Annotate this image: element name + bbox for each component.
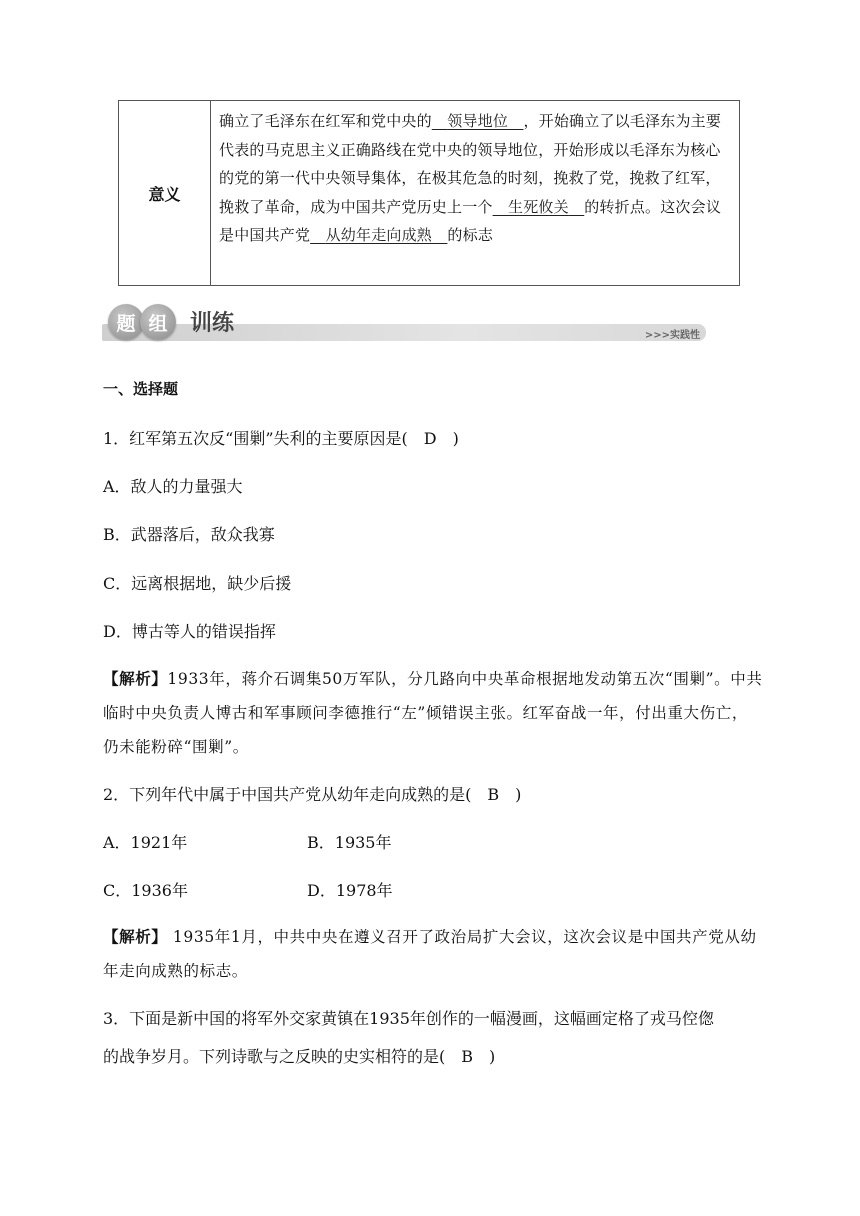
question-stem: 3．下面是新中国的将军外交家黄镇在1935年创作的一幅漫画，这幅画定格了戎马倥偬 <box>103 1009 714 1028</box>
banner-title: 训练 <box>190 311 235 336</box>
section-banner <box>102 300 706 344</box>
banner-chip: 组 <box>140 304 176 340</box>
table-header-cell: 意义 <box>119 101 211 285</box>
table-text: ，开始确立了以毛泽东为主要代表的马克思主义正确路线在党中央的领导地位，开始形成以毛泽东为核心的党的第一代中央领导集体，在极其危急的时刻，挽救了党，挽救了红军，挽救了革命，成为中国共产党历史上一个 <box>219 112 722 216</box>
option: D．博古等人的错误指挥 <box>103 622 276 641</box>
option: D．1978年 <box>307 881 393 900</box>
option: C．1936年 <box>103 881 188 900</box>
table-text: 的标志 <box>447 226 494 244</box>
banner-chip: 题 <box>108 304 144 340</box>
analysis-tag: 【解析】 <box>103 928 168 946</box>
analysis <box>103 662 763 764</box>
option: A．1921年 <box>103 833 188 852</box>
option: C．远离根据地，缺少后援 <box>103 574 292 593</box>
answer-blank-text: 生死攸关 <box>508 197 569 216</box>
answer-blank: __领导地位__ <box>431 112 524 130</box>
section-title: 一、选择题 <box>103 380 179 398</box>
answer-blank-text: 从幼年走向成熟 <box>325 226 433 244</box>
analysis-tag: 【解析】 <box>103 670 168 688</box>
table-content-cell <box>211 101 739 285</box>
table-text: 的转折点。这次会议是中国共产党 <box>219 197 722 244</box>
analysis-text: 1935年1月，中共中央在遵义召开了政治局扩大会议，这次会议是中国共产党从幼年走向成熟的标志。 <box>103 928 757 980</box>
option: A．敌人的力量强大 <box>103 477 243 496</box>
option: B．1935年 <box>307 833 392 852</box>
significance-table <box>118 100 740 286</box>
answer-blank: __从幼年走向成熟__ <box>310 226 448 244</box>
option: B．武器落后，敌众我寡 <box>103 525 275 544</box>
question-stem: 2．下列年代中属于中国共产党从幼年走向成熟的是( B ) <box>103 785 522 804</box>
banner-tag: >>>实践性 <box>644 330 700 341</box>
analysis <box>103 920 763 988</box>
analysis-text: 1933年，蒋介石调集50万军队，分几路向中央革命根据地发动第五次“围剿”。中共临时中央负责人博古和军事顾问李德推行“左”倾错误主张。红军奋战一年，付出重大伤亡，仍未能粉碎“围剿”。 <box>103 670 763 756</box>
question-stem-continued: 的战争岁月。下列诗歌与之反映的史实相符的是( B ) <box>103 1047 496 1066</box>
table-text: 确立了毛泽东在红军和党中央的 <box>219 112 432 130</box>
answer-blank: __生死攸关__ <box>492 197 585 216</box>
answer-blank-text: 领导地位 <box>447 112 509 130</box>
question-stem: 1．红军第五次反“围剿”失利的主要原因是( D ) <box>103 429 459 448</box>
